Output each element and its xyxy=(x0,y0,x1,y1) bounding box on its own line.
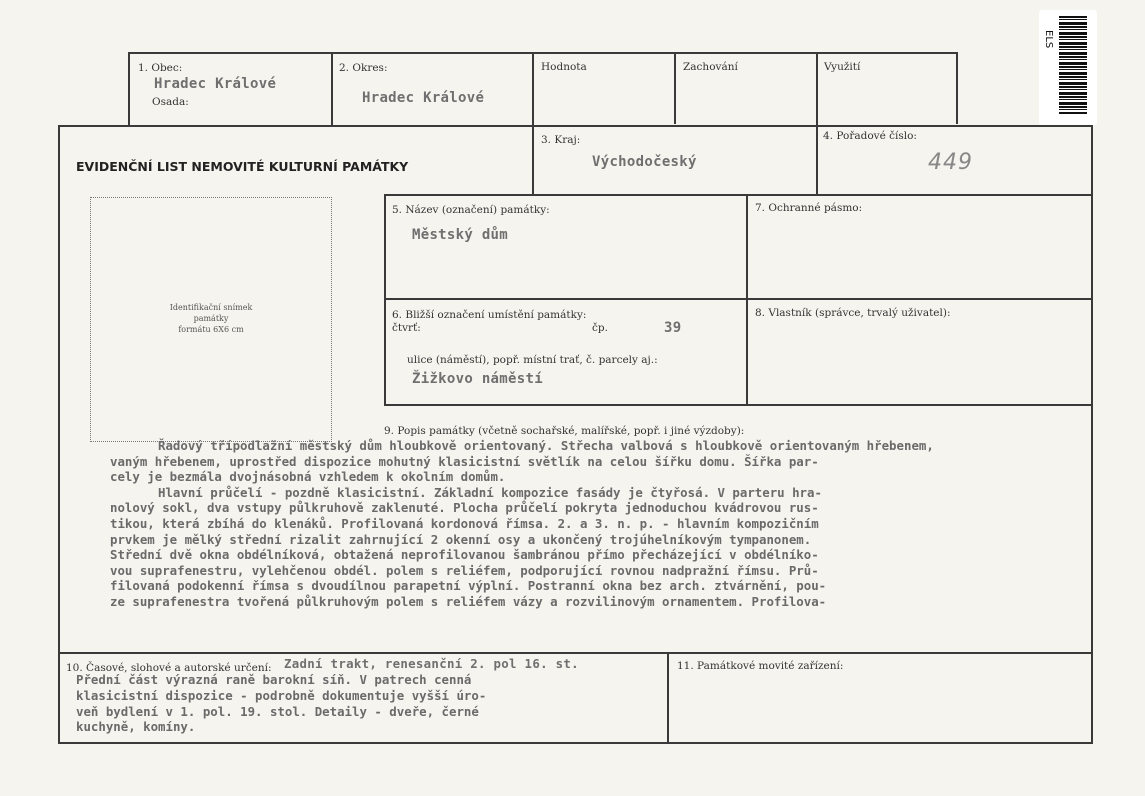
ulice-label: ulice (náměstí), popř. místní trať, č. parcely aj.: xyxy=(407,354,658,366)
urceni-line: klasicistní dispozice - podrobně dokumentuje vyšší úro- xyxy=(76,687,487,703)
urceni-first-line: Zadní trakt, renesanční 2. pol 16. st. xyxy=(284,656,579,671)
obec-label: 1. Obec: xyxy=(138,62,183,74)
rule xyxy=(956,52,958,124)
rule xyxy=(746,194,748,405)
rule xyxy=(331,52,333,126)
movite-zarizeni-label: 11. Památkové movité zařízení: xyxy=(677,660,844,672)
barcode-text: ELS xyxy=(1043,30,1054,49)
cp-label: čp. xyxy=(592,322,608,334)
kraj-value: Východočeský xyxy=(592,154,697,170)
popis-line: Střední dvě okna obdélníková, obtažená neprofilovanou šambránou přímo přecházející v obdélníko- xyxy=(110,547,819,563)
photo-caption-2: památky xyxy=(193,314,229,323)
rule xyxy=(58,652,1092,654)
popis-label: 9. Popis památky (včetně sochařské, malířské, popř. i jiné výzdoby): xyxy=(384,425,745,437)
ctvrt-label: čtvrť: xyxy=(392,322,421,334)
ulice-value: Žižkovo náměstí xyxy=(412,371,543,387)
rule xyxy=(128,52,130,126)
photo-placeholder xyxy=(90,197,332,442)
cp-value: 39 xyxy=(664,320,682,336)
barcode-icon xyxy=(1059,16,1087,114)
barcode-sticker xyxy=(1039,10,1097,125)
rule xyxy=(58,125,1092,127)
rule xyxy=(816,52,818,194)
ochranne-pasmo-label: 7. Ochranné pásmo: xyxy=(755,202,863,214)
popis-line: nolový sokl, dva vstupy půlkruhově zaklenuté. Plocha průčelí pokryta jednoduchou kvádrovou rus- xyxy=(110,500,819,516)
okres-value: Hradec Králové xyxy=(362,90,485,106)
popis-line: cely je bezmála dvojnásobná vzhledem k okolním domům. xyxy=(110,469,506,485)
popis-line: Řadový třípodlažní městský dům hloubkově orientovaný. Střecha valbová s hloubkově orientovaným hřebenem, xyxy=(158,438,934,453)
poradove-cislo-label: 4. Pořadové číslo: xyxy=(823,130,917,142)
rule xyxy=(532,52,534,194)
rule xyxy=(384,404,1092,406)
okres-label: 2. Okres: xyxy=(339,62,388,74)
popis-line: filovaná podokenní římsa s dvoudílnou parapetní výplní. Postranní okna bez arch. ztvárnění, pou- xyxy=(110,578,827,594)
rule xyxy=(384,194,1092,196)
photo-caption-1: Identifikační snímek xyxy=(169,303,253,312)
urceni-text xyxy=(76,672,666,735)
popis-text xyxy=(110,438,1040,610)
hodnota-label: Hodnota xyxy=(541,61,587,73)
osada-label: Osada: xyxy=(152,96,189,108)
popis-line: ze suprafenestra tvořená půlkruhovým polem s reliéfem vázy a rozvilinovým ornamentem. Profilova- xyxy=(110,593,827,609)
rule xyxy=(58,742,1092,744)
rule xyxy=(674,52,676,124)
form-title: EVIDENČNÍ LIST NEMOVITÉ KULTURNÍ PAMÁTKY xyxy=(76,159,409,174)
rule xyxy=(667,652,669,744)
popis-line: tikou, která zbíhá do klenáků. Profilovaná kordonová římsa. 2. a 3. n. p. - hlavním kompozičním xyxy=(110,515,819,531)
zachovani-label: Zachování xyxy=(683,61,738,73)
popis-line: vou suprafenestru, vylehčenou obdél. polem s reliéfem, podporující rovnou nadpražní římsu. Prů- xyxy=(110,562,819,578)
nazev-value: Městský dům xyxy=(412,227,509,243)
rule xyxy=(384,298,1092,300)
urceni-line: veň bydlení v 1. pol. 19. stol. Detaily - dveře, černé xyxy=(76,703,479,719)
nazev-label: 5. Název (označení) památky: xyxy=(392,204,550,216)
urceni-line: Přední část výrazná raně barokní síň. V patrech cenná xyxy=(76,672,472,687)
popis-line: vaným hřebenem, uprostřed dispozice mohutný klasicistní světlík na celou šířku domu. Šířka par- xyxy=(110,453,819,469)
obec-value: Hradec Králové xyxy=(154,76,277,92)
urceni-label: 10. Časové, slohové a autorské určení: xyxy=(66,662,272,674)
popis-line: Hlavní průčelí - pozdně klasicistní. Základní kompozice fasády je čtyřosá. V parteru hra- xyxy=(158,484,822,500)
rule xyxy=(128,52,958,54)
photo-caption-3: formátu 6X6 cm xyxy=(178,325,244,334)
vyuziti-label: Využití xyxy=(824,61,861,73)
popis-line: prvkem je mělký střední rizalit zahrnující 2 okenní osy a ukončený trojúhelníkovým tympanonem. xyxy=(110,531,812,547)
poradove-cislo-value: 449 xyxy=(928,150,973,175)
kraj-label: 3. Kraj: xyxy=(541,134,581,146)
vlastnik-label: 8. Vlastník (správce, trvalý uživatel): xyxy=(755,307,951,319)
umisteni-label: 6. Bližší označení umístění památky: xyxy=(392,309,587,321)
urceni-line: kuchyně, komíny. xyxy=(76,719,196,735)
rule xyxy=(384,194,386,405)
